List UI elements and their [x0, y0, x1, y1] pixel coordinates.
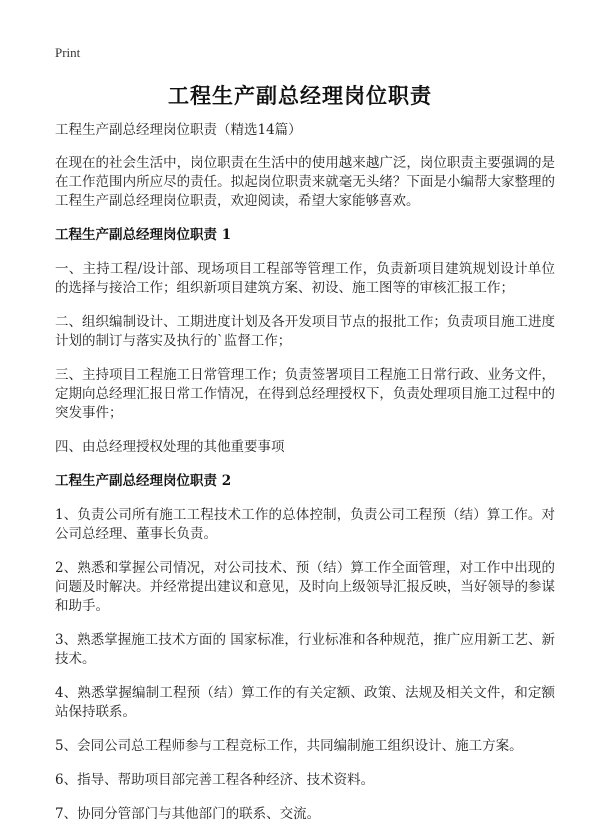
section-2-item-2: 2、熟悉和掌握公司情况，对公司技术、预（结）算工作全面管理，对工作中出现的问题及时解决。并经常提出建议和意见，及时向上级领导汇报反映，当好领导的参谋和助手。	[55, 560, 555, 614]
section-1-item-4: 四、由总经理授权处理的其他重要事项	[55, 439, 285, 455]
section-2-item-7: 7、协同分管部门与其他部门的联系、交流。	[55, 806, 321, 822]
section-2-item-5: 5、会同公司总工程师参与工程竞标工作，共同编制施工组织设计、施工方案。	[55, 738, 523, 754]
print-link[interactable]: Print	[55, 45, 81, 60]
section-2-item-3: 3、熟悉掌握施工技术方面的 国家标准，行业标准和各种规范，推广应用新工艺、新技术。	[55, 632, 555, 667]
section-2-item-6: 6、指导、帮助项目部完善工程各种经济、技术资料。	[55, 772, 375, 788]
section-1-item-1: 一、主持工程/设计部、现场项目工程部等管理工作，负责新项目建筑规划设计单位的选择与接洽工作；组织新项目建筑方案、初设、施工图等的审核汇报工作；	[55, 261, 555, 296]
section-1-item-3: 三、主持项目工程施工日常管理工作；负责签署项目工程施工日常行政、业务文件，定期向总经理汇报日常工作情况，在得到总经理授权下，负责处理项目施工过程中的突发事件；	[55, 367, 555, 421]
document-body	[55, 121, 555, 839]
page-title: 工程生产副总经理岗位职责	[168, 83, 432, 108]
section-heading-2: 工程生产副总经理岗位职责 2	[55, 473, 232, 489]
document-subtitle: 工程生产副总经理岗位职责（精选14篇）	[55, 122, 302, 138]
section-1-item-2: 二、组织编制设计、工期进度计划及各开发项目节点的报批工作；负责项目施工进度计划的制订与落实及执行的`监督工作；	[55, 314, 555, 349]
section-2-item-1: 1、负责公司所有施工工程技术工作的总体控制，负责公司工程预（结）算工作。对公司总经理、董事长负责。	[55, 507, 555, 542]
intro-paragraph: 在现在的社会生活中，岗位职责在生活中的使用越来越广泛，岗位职责主要强调的是在工作范围内所应尽的责任。拟起岗位职责来就毫无头绪？下面是小编帮大家整理的工程生产副总经理岗位职责，欢迎阅读，希望大家能够喜欢。	[55, 155, 555, 209]
section-heading-1: 工程生产副总经理岗位职责 1	[55, 227, 232, 243]
section-2-item-4: 4、熟悉掌握编制工程预（结）算工作的有关定额、政策、法规及相关文件，和定额站保持联系。	[55, 685, 555, 720]
